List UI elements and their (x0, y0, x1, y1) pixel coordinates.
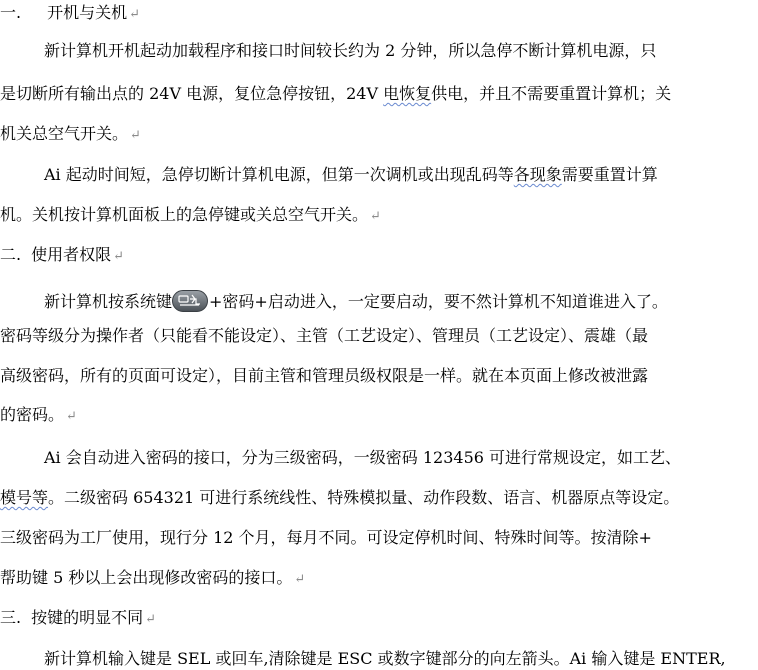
spellcheck-underline: 模号等 (0, 488, 49, 507)
section-heading-3 (0, 607, 754, 629)
paragraph-mark: ↵ (145, 612, 157, 627)
text-line: 是切断所有输出点的 24V 电源，复位急停按钮，24V 电恢复供电，并且不需要重置计算机；关 (0, 84, 672, 103)
text-line: 密码等级分为操作者（只能看不能设定）、主管（工艺设定）、管理员（工艺设定）、震雄（最 (0, 326, 649, 345)
heading-number: 二. (0, 245, 22, 264)
text-line: 机。关机按计算机面板上的急停键或关总空气开关。 ↵ (0, 205, 381, 224)
section-heading-2 (0, 244, 754, 266)
text-line: 新计算机开机起动加载程序和接口时间较长约为 2 分钟，所以急停不断计算机电源，只 (44, 41, 657, 60)
heading-title: 开机与关机 (47, 3, 128, 22)
paragraph-mark: ↵ (66, 409, 77, 424)
text-line: 的密码。 ↵ (0, 405, 77, 424)
text-line: 高级密码，所有的页面可设定），目前主管和管理员级权限是一样。就在本页面上修改被泄露 (0, 366, 649, 385)
spellcheck-underline: 电恢复 (383, 84, 432, 103)
heading-title: 按键的明显不同 (31, 608, 144, 627)
paragraph-mark: ↵ (113, 249, 125, 264)
text-line: Ai 起动时间短，急停切断计算机电源，但第一次调机或出现乱码等各现象需要重置计算 (44, 165, 658, 184)
paragraph-mark: ↵ (129, 7, 141, 22)
text-line: 三级密码为工厂使用，现行分 12 个月，每月不同。可设定停机时间、特殊时间等。按清除+ (0, 528, 652, 547)
heading-number: 一. (0, 3, 22, 22)
text-line: 新计算机输入键是 SEL 或回车,清除键是 ESC 或数字键部分的向左箭头。Ai 输入键是 ENTER, (44, 649, 726, 668)
section-heading-1 (0, 2, 754, 24)
paragraph-mark: ↵ (130, 128, 141, 143)
heading-number: 三. (0, 608, 22, 627)
text-line: 机关总空气开关。 ↵ (0, 124, 141, 143)
heading-title: 使用者权限 (31, 245, 112, 264)
paragraph-mark: ↵ (370, 209, 381, 224)
text-line: Ai 会自动进入密码的接口，分为三级密码，一级密码 123456 可进行常规设定，如工艺、 (44, 448, 682, 467)
text-line: 新计算机按系统键 +密码+启动进入，一定要启动，要不然计算机不知道谁进入了。 (44, 292, 668, 311)
text-line: 模号等。二级密码 654321 可进行系统线性、特殊模拟量、动作段数、语言、机器原点等设定。 (0, 488, 680, 507)
text-line: 帮助键 5 秒以上会出现修改密码的接口。 ↵ (0, 568, 306, 587)
spellcheck-underline: 各现象 (513, 165, 562, 184)
system-key-icon (172, 290, 208, 312)
paragraph-mark: ↵ (294, 572, 306, 587)
